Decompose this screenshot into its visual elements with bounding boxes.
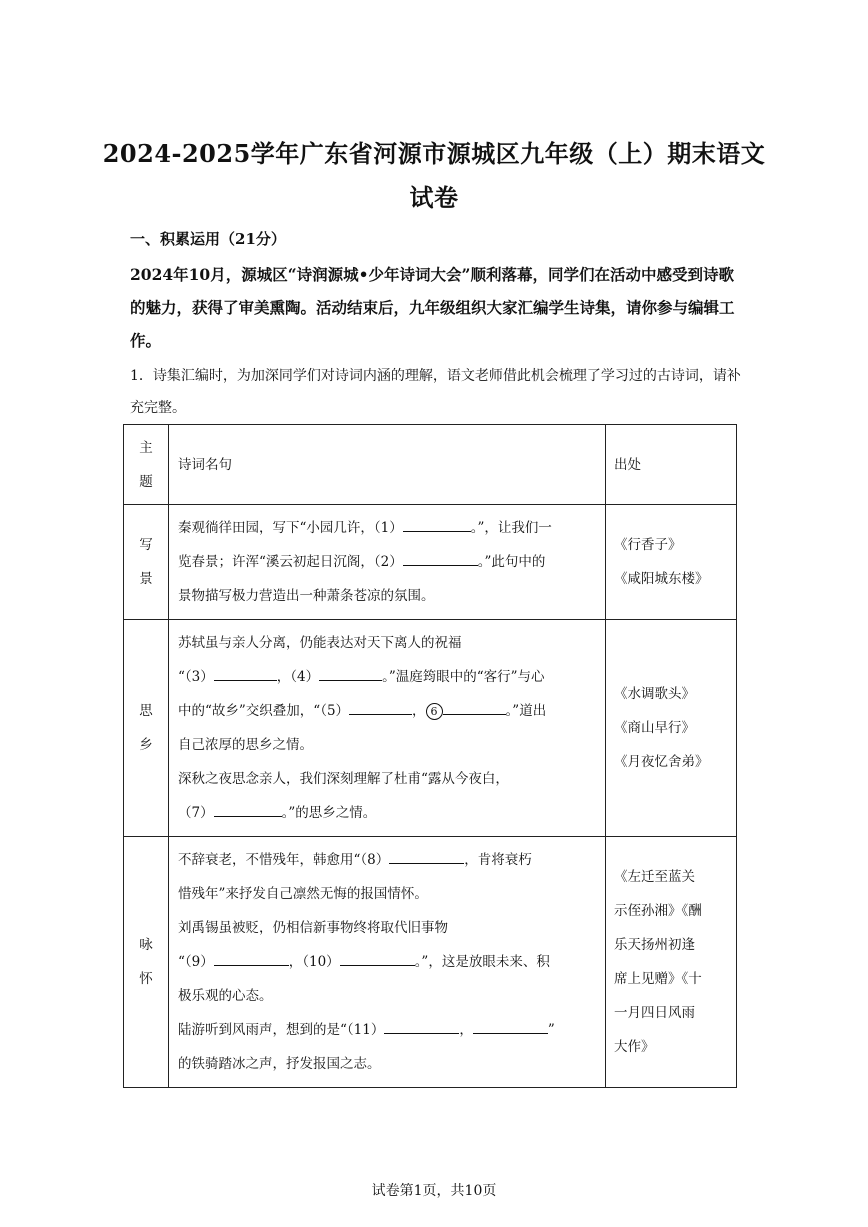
theme-cell: 思 乡 — [124, 620, 169, 837]
answer-blank-8[interactable] — [389, 847, 464, 864]
answer-blank-11b[interactable] — [473, 1017, 548, 1034]
header-lines: 诗词名句 — [169, 425, 606, 505]
header-theme: 主 题 — [124, 425, 169, 505]
theme-cell: 写 景 — [124, 505, 169, 620]
question-1-text: 1．诗集汇编时，为加深同学们对诗词内涵的理解，语文老师借此机会梳理了学习过的古诗词，请补充完整。 — [130, 368, 741, 416]
lines-cell: 不辞衰老，不惜残年，韩愈用“（8） ，肯将衰朽 惜残年”来抒发自己凛然无悔的报国情怀。 刘禹锡虽被贬，仍相信新事物终将取代旧事物 “（9） ，（10） 。”，这是放眼未来、积 极乐观的心态。 陆游听到风雨声，想到的是“（11） ， ” 的铁骑踏冰之声，抒发报国之志。 — [169, 837, 606, 1088]
answer-blank-11a[interactable] — [384, 1017, 459, 1034]
circled-number-6: 6 — [426, 703, 443, 720]
answer-blank-10[interactable] — [340, 949, 415, 966]
header-source: 出处 — [606, 425, 737, 505]
lines-cell: 苏轼虽与亲人分离，仍能表达对天下离人的祝福 “（3） ，（4） 。”温庭筠眼中的“客行”与心 中的“故乡”交织叠加，“（5） ， 6 。”道出 自己浓厚的思乡之情。 深秋之夜思念亲人，我们深刻理解了杜甫“露从今夜白， （7） 。”的思乡之情。 — [169, 620, 606, 837]
section-heading: 一、积累运用（21分） — [130, 230, 286, 248]
table-row — [124, 837, 737, 1088]
answer-blank-3[interactable] — [214, 664, 277, 681]
document-title-line1: 2024-2025学年广东省河源市源城区九年级（上）期末语文 — [102, 139, 766, 168]
table-row — [124, 620, 737, 837]
answer-blank-1[interactable] — [403, 515, 471, 532]
answer-blank-4[interactable] — [319, 664, 382, 681]
answer-blank-2[interactable] — [403, 549, 478, 566]
poetry-table — [123, 424, 737, 1088]
answer-blank-7[interactable] — [214, 800, 282, 817]
theme-cell: 咏 怀 — [124, 837, 169, 1088]
source-cell: 《水调歌头》 《商山早行》 《月夜忆舍弟》 — [606, 620, 737, 837]
table-header-row — [124, 425, 737, 505]
source-cell: 《左迁至蓝关 示侄孙湘》《酬 乐天扬州初逢 席上见赠》《十 一月四日风雨 大作》 — [606, 837, 737, 1088]
source-cell: 《行香子》 《咸阳城东楼》 — [606, 505, 737, 620]
answer-blank-9[interactable] — [214, 949, 289, 966]
lines-cell: 秦观徜徉田园，写下“小园几许，（1） 。”，让我们一 览春景；许浑“溪云初起日沉阁，（2） 。”此句中的 景物描写极力营造出一种萧条苍凉的氛围。 — [169, 505, 606, 620]
table-row — [124, 505, 737, 620]
answer-blank-6[interactable] — [443, 698, 506, 715]
intro-paragraph: 2024年10月，源城区“诗润源城•少年诗词大会”顺利落幕，同学们在活动中感受到诗歌的魅力，获得了审美熏陶。活动结束后，九年级组织大家汇编学生诗集，请你参与编辑工作。 — [130, 265, 735, 350]
page-footer: 试卷第1页，共10页 — [371, 1183, 497, 1199]
document-title-line2: 试卷 — [409, 183, 459, 212]
answer-blank-5[interactable] — [349, 698, 412, 715]
